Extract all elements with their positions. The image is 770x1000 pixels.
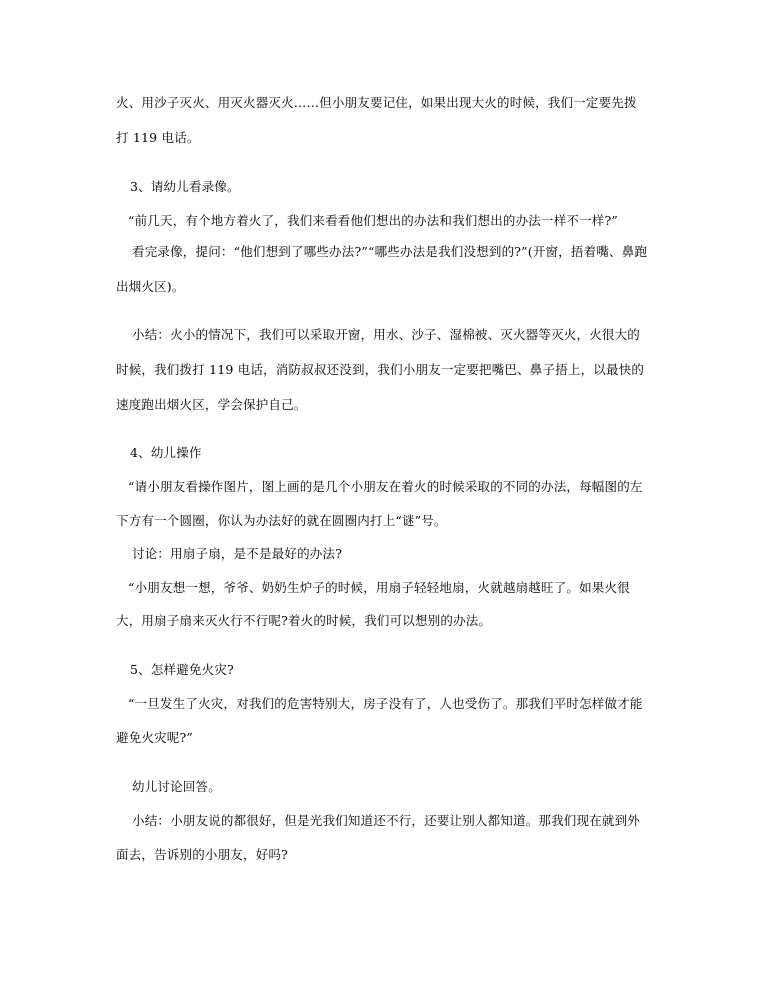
paragraph-line: 出烟火区)。 xyxy=(116,279,185,294)
paragraph-line: 打 119 电话。 xyxy=(116,130,200,145)
paragraph-line: “小朋友想一想，爷爷、奶奶生炉子的时候，用扇子轻轻地扇，火就越扇越旺了。如果火很 xyxy=(128,580,630,595)
summary-line: 小结：火小的情况下，我们可以采取开窗，用水、沙子、湿棉被、灭火器等灭火，火很大的 xyxy=(132,327,641,342)
paragraph-line: 大，用扇子扇来灭火行不行呢?着火的时候，我们可以想别的办法。 xyxy=(116,613,492,628)
summary-line: 速度跑出烟火区，学会保护自己。 xyxy=(116,397,307,412)
summary-line: 小结：小朋友说的都很好，但是光我们知道还不行，还要让别人都知道。那我们现在就到外 xyxy=(132,813,641,828)
paragraph-line: 幼儿讨论回答。 xyxy=(132,779,221,794)
section-heading: 3、请幼儿看录像。 xyxy=(130,179,240,194)
section-heading: 4、幼儿操作 xyxy=(130,445,202,460)
paragraph-line: “前几天，有个地方着火了，我们来看看他们想出的办法和我们想出的办法一样不一样?” xyxy=(128,213,618,228)
summary-line: 面去，告诉别的小朋友，好吗? xyxy=(116,847,289,862)
paragraph-line: 看完录像，提问：“他们想到了哪些办法?”“哪些办法是我们没想到的?”(开窗，捂着嘴、鼻跑 xyxy=(132,244,648,259)
paragraph-line: 避免火灾呢?” xyxy=(116,730,193,745)
discussion-line: 讨论：用扇子扇，是不是最好的办法? xyxy=(132,546,343,561)
paragraph-line: “请小朋友看操作图片，图上画的是几个小朋友在着火的时候采取的不同的办法，每幅图的左 xyxy=(128,479,643,494)
paragraph-line: 下方有一个圆圈，你认为办法好的就在圆圈内打上“谜”号。 xyxy=(116,513,447,528)
section-heading: 5、怎样避免火灾? xyxy=(130,662,234,677)
paragraph-line: 火、用沙子灭火、用灭火器灭火……但小朋友要记住，如果出现大火的时候，我们一定要先拨 xyxy=(116,95,637,110)
summary-line: 时候，我们拨打 119 电话，消防叔叔还没到，我们小朋友一定要把嘴巴、鼻子捂上，以最快的 xyxy=(116,362,645,377)
paragraph-line: “一旦发生了火灾，对我们的危害特别大，房子没有了，人也受伤了。那我们平时怎样做才能 xyxy=(128,696,643,711)
